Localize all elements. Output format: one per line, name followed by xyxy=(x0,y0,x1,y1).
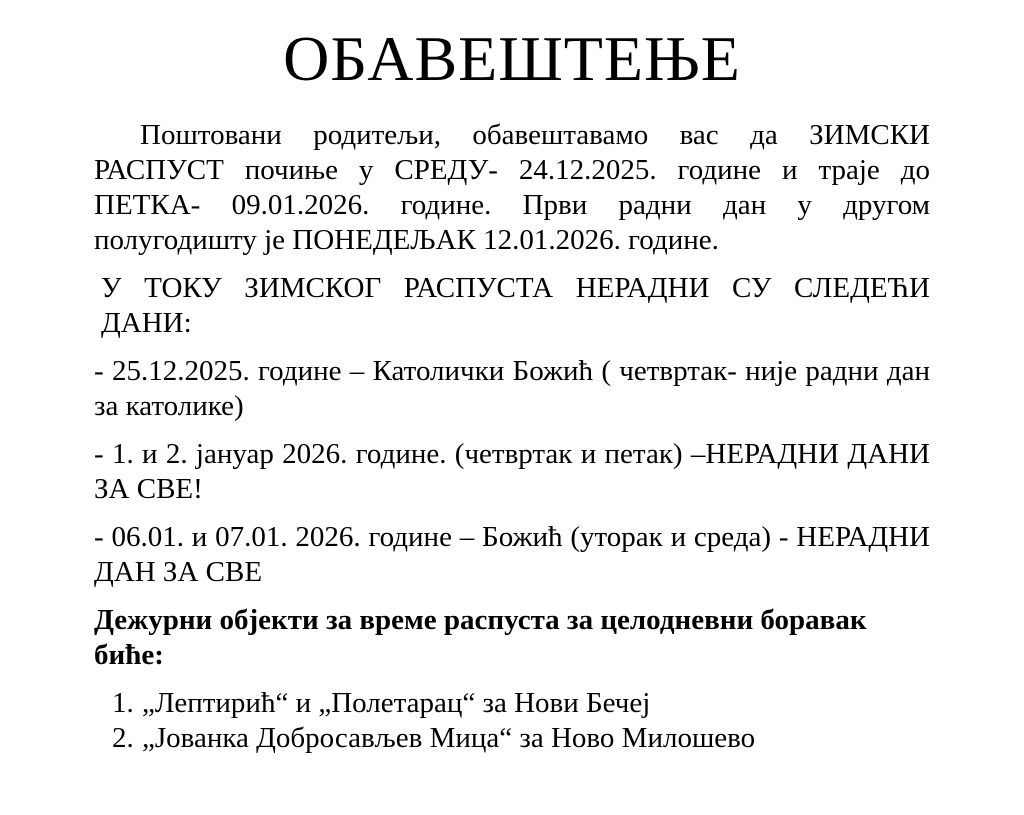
notice-document xyxy=(0,24,1024,815)
duty-facilities-list xyxy=(94,686,930,756)
non-working-days-heading: У ТОКУ ЗИМСКОГ РАСПУСТА НЕРАДНИ СУ СЛЕДЕЋИ ДАНИ: xyxy=(101,272,930,340)
list-item: 2. „Јованка Добросављев Мица“ за Ново Милошево xyxy=(141,721,930,756)
orthodox-christmas-item: - 06.01. и 07.01. 2026. године – Божић (уторак и среда) - НЕРАДНИ ДАН ЗА СВЕ xyxy=(94,521,930,589)
list-item: 1. „Лептирић“ и „Полетарац“ за Нови Бечеј xyxy=(141,686,930,721)
page-title: ОБАВЕШТЕЊЕ xyxy=(283,23,741,94)
catholic-christmas-item: - 25.12.2025. године – Католички Божић ( четвртак- није радни дан за католике) xyxy=(94,355,930,423)
intro-paragraph: Поштовани родитељи, обавештавамо вас да ЗИМСКИ РАСПУСТ почиње у СРЕДУ- 24.12.2025. године и траје до ПЕТКА- 09.01.2026. године. Први радни дан у другом полугодишту је ПОНЕДЕЉАК 12.01.2026. године. xyxy=(94,119,930,257)
new-year-item: - 1. и 2. јануар 2026. године. (четвртак и петак) –НЕРАДНИ ДАНИ ЗА СВЕ! xyxy=(94,438,930,506)
duty-facilities-heading: Дежурни објекти за време распуста за целодневни боравак биће: xyxy=(94,604,867,672)
